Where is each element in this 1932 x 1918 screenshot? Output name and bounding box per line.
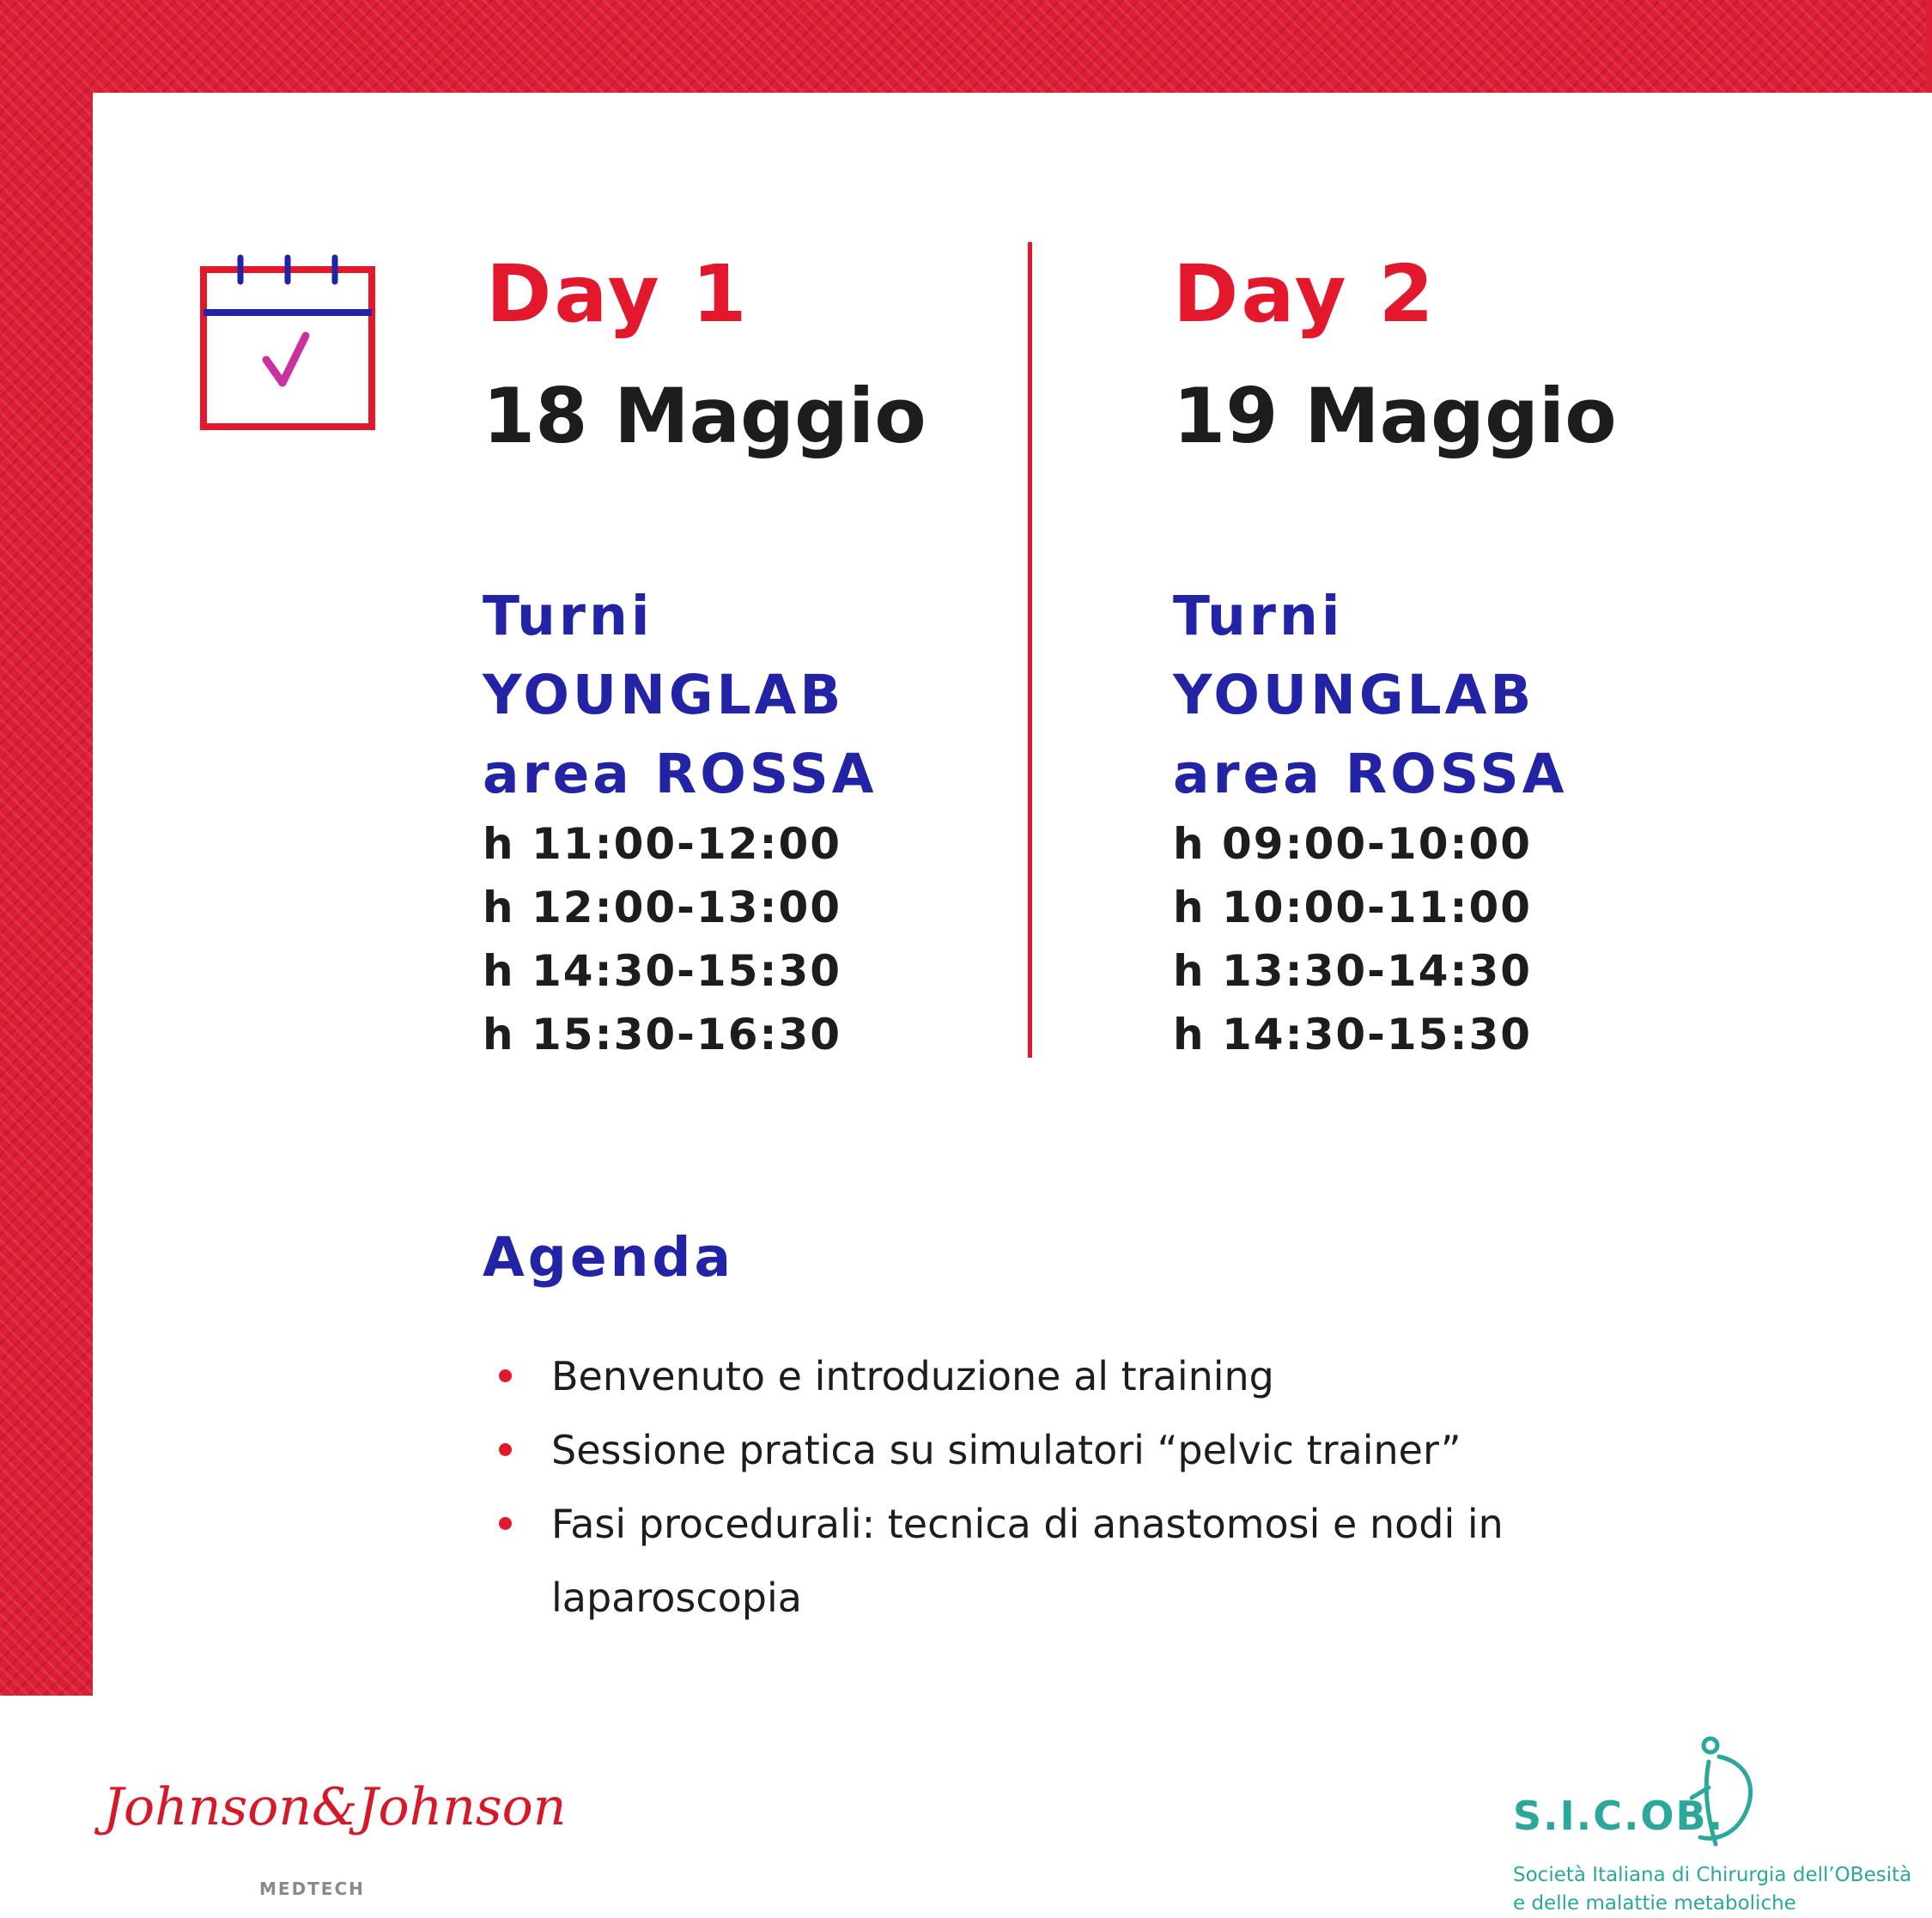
day2-title: Day 2: [1173, 248, 1437, 340]
day1-shift-heading-line: area ROSSA: [483, 743, 878, 805]
day1-time-slot: h 15:30-16:30: [483, 1010, 842, 1059]
day1-date: 18 Maggio: [483, 372, 927, 460]
day1-time-slot: h 14:30-15:30: [483, 946, 842, 996]
agenda-item: [483, 1413, 1625, 1487]
red-frame-left: [0, 0, 93, 1696]
bullet-icon: [499, 1517, 512, 1530]
red-frame-right-corner: [1926, 0, 1932, 93]
sicob-description: [1513, 1861, 1925, 1918]
red-frame-top: [0, 0, 1932, 93]
agenda-list: [483, 1339, 1625, 1635]
day1-shift-heading-line: YOUNGLAB: [483, 664, 845, 726]
bullet-icon: [499, 1369, 512, 1382]
sicob-description-line: e delle malattie metaboliche: [1513, 1892, 1796, 1915]
sicob-figure-icon: [1690, 1736, 1760, 1853]
agenda-item-text: Fasi procedurali: tecnica di anastomosi e nodi in laparoscopia: [551, 1501, 1504, 1621]
day1-title: Day 1: [486, 248, 750, 340]
sicob-description-line: Società Italiana di Chirurgia dell’OBesità: [1513, 1864, 1912, 1886]
agenda-item: [483, 1487, 1625, 1635]
day1-shift-heading: [483, 577, 878, 814]
agenda-item-text: Benvenuto e introduzione al training: [551, 1353, 1274, 1399]
johnson-johnson-logo: Johnson&Johnson: [103, 1777, 567, 1837]
day2-shift-heading-line: Turni: [1173, 585, 1344, 647]
day2-date: 19 Maggio: [1173, 372, 1617, 460]
day1-time-list: [483, 812, 841, 1066]
agenda-item-text: Sessione pratica su simulatori “pelvic trainer”: [551, 1427, 1461, 1473]
calendar-check-icon: [199, 254, 376, 433]
day2-time-slot: h 10:00-11:00: [1173, 883, 1533, 932]
day2-shift-heading: [1173, 577, 1568, 814]
bullet-icon: [499, 1443, 512, 1456]
day2-shift-heading-line: area ROSSA: [1173, 743, 1568, 805]
sicob-logo-text: S.I.C.OB.: [1513, 1793, 1725, 1839]
day1-shift-heading-line: Turni: [483, 585, 653, 647]
day2-shift-heading-line: YOUNGLAB: [1173, 664, 1535, 726]
day1-time-slot: h 12:00-13:00: [483, 883, 842, 932]
day2-time-list: [1173, 812, 1532, 1066]
agenda-item: [483, 1339, 1625, 1413]
day1-time-slot: h 11:00-12:00: [483, 819, 842, 869]
column-divider: [1028, 242, 1032, 1058]
day2-time-slot: h 14:30-15:30: [1173, 1010, 1533, 1059]
day2-time-slot: h 13:30-14:30: [1173, 946, 1533, 996]
agenda-title: Agenda: [483, 1226, 735, 1289]
medtech-label: MEDTECH: [259, 1879, 365, 1899]
day2-time-slot: h 09:00-10:00: [1173, 819, 1533, 869]
